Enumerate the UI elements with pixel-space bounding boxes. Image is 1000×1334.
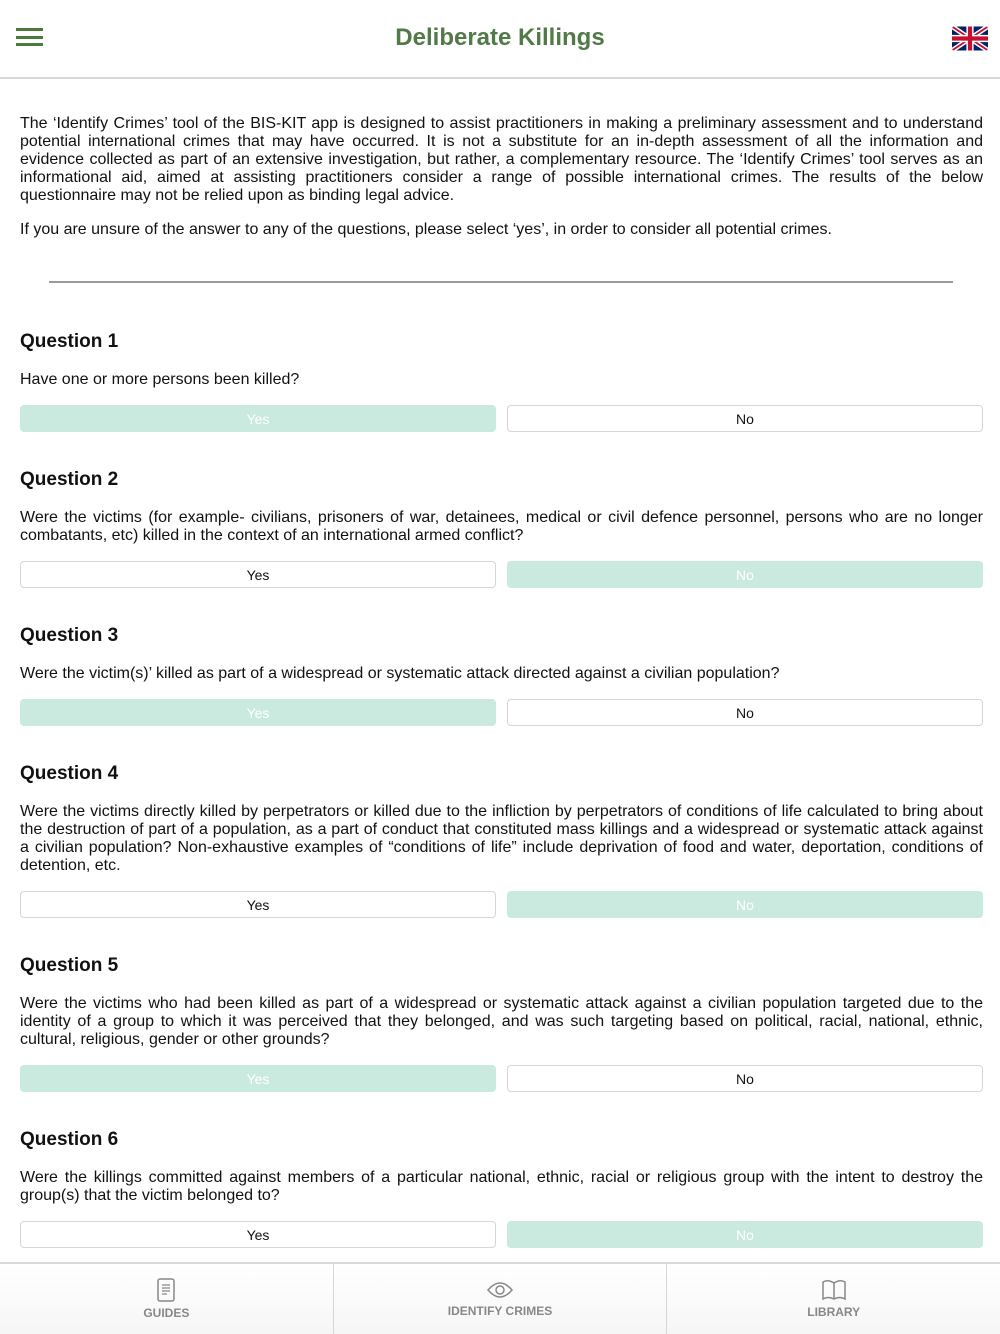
question-2 bbox=[20, 469, 983, 588]
answer-buttons bbox=[20, 699, 983, 726]
intro-paragraph: If you are unsure of the answer to any of the questions, please select ‘yes’, in order to consider all potential crimes. bbox=[20, 221, 832, 238]
question-title: Question 1 bbox=[20, 331, 119, 352]
yes-button[interactable]: Yes bbox=[20, 891, 496, 918]
no-button[interactable]: No bbox=[507, 405, 983, 432]
uk-flag-icon[interactable] bbox=[952, 26, 988, 51]
yes-button[interactable]: Yes bbox=[20, 1221, 496, 1248]
book-icon bbox=[821, 1279, 847, 1301]
tab-guides[interactable] bbox=[0, 1264, 334, 1334]
page-title: Deliberate Killings bbox=[395, 24, 605, 51]
tab-bar bbox=[0, 1262, 1000, 1334]
yes-button[interactable]: Yes bbox=[20, 405, 496, 432]
question-text: Were the victims directly killed by perpetrators or killed due to the infliction by perpetrators of conditions of life calculated to bring about the destruction of part of a population, as a part of conduct that constituted mass killings and a widespread or systematic attack against a civilian population? Non-exhaustive examples of “conditions of life” include deprivation of food and water, deportation, conditions of detention, etc. bbox=[20, 803, 983, 874]
tab-label: IDENTIFY CRIMES bbox=[447, 1304, 553, 1318]
intro bbox=[20, 115, 983, 239]
eye-icon bbox=[487, 1280, 513, 1300]
question-list bbox=[20, 331, 983, 1248]
answer-buttons bbox=[20, 1065, 983, 1092]
question-text: Were the victim(s)’ killed as part of a widespread or systematic attack directed against a civilian population? bbox=[20, 665, 780, 682]
question-1 bbox=[20, 331, 983, 432]
question-text: Were the victims (for example- civilians, prisoners of war, detainees, medical or civil defence personnel, persons who are no longer combatants, etc) killed in the context of an international armed conflict? bbox=[20, 509, 983, 544]
no-button[interactable]: No bbox=[507, 891, 983, 918]
tab-label: GUIDES bbox=[143, 1306, 190, 1320]
tab-label: LIBRARY bbox=[807, 1305, 861, 1319]
no-button[interactable]: No bbox=[507, 1221, 983, 1248]
no-button[interactable]: No bbox=[507, 561, 983, 588]
yes-button[interactable]: Yes bbox=[20, 699, 496, 726]
question-6 bbox=[20, 1129, 983, 1248]
question-5 bbox=[20, 955, 983, 1092]
header bbox=[0, 0, 1000, 79]
no-button[interactable]: No bbox=[507, 699, 983, 726]
question-title: Question 5 bbox=[20, 955, 119, 976]
intro-paragraph: The ‘Identify Crimes’ tool of the BIS-KIT app is designed to assist practitioners in making a preliminary assessment and to understand potential international crimes that may have occurred. It is not a substitute for an in-depth assessment of all the information and evidence collected as part of an extensive investigation, but rather, a complementary resource. The ‘Identify Crimes’ tool serves as an informational aid, aimed at assisting practitioners consider a range of possible international crimes. The results of the below questionnaire may not be relied upon as binding legal advice. bbox=[20, 115, 983, 204]
question-text: Were the killings committed against members of a particular national, ethnic, racial or religious group with the intent to destroy the group(s) that the victim belonged to? bbox=[20, 1169, 983, 1204]
answer-buttons bbox=[20, 1221, 983, 1248]
question-title: Question 6 bbox=[20, 1129, 119, 1150]
content bbox=[0, 79, 1000, 1248]
answer-buttons bbox=[20, 561, 983, 588]
question-3 bbox=[20, 625, 983, 726]
no-button[interactable]: No bbox=[507, 1065, 983, 1092]
question-text: Were the victims who had been killed as part of a widespread or systematic attack against a civilian population targeted due to the identity of a group to which it was perceived that they belonged, and was such targeting based on political, racial, national, ethnic, cultural, religious, gender or other grounds? bbox=[20, 995, 983, 1048]
yes-button[interactable]: Yes bbox=[20, 561, 496, 588]
answer-buttons bbox=[20, 891, 983, 918]
document-icon bbox=[157, 1278, 175, 1302]
question-title: Question 4 bbox=[20, 763, 119, 784]
answer-buttons bbox=[20, 405, 983, 432]
question-text: Have one or more persons been killed? bbox=[20, 371, 300, 388]
question-4 bbox=[20, 763, 983, 918]
tab-library[interactable] bbox=[667, 1264, 1000, 1334]
yes-button[interactable]: Yes bbox=[20, 1065, 496, 1092]
question-title: Question 3 bbox=[20, 625, 119, 646]
question-title: Question 2 bbox=[20, 469, 119, 490]
divider bbox=[49, 281, 953, 283]
tab-identify-crimes[interactable] bbox=[334, 1264, 668, 1334]
